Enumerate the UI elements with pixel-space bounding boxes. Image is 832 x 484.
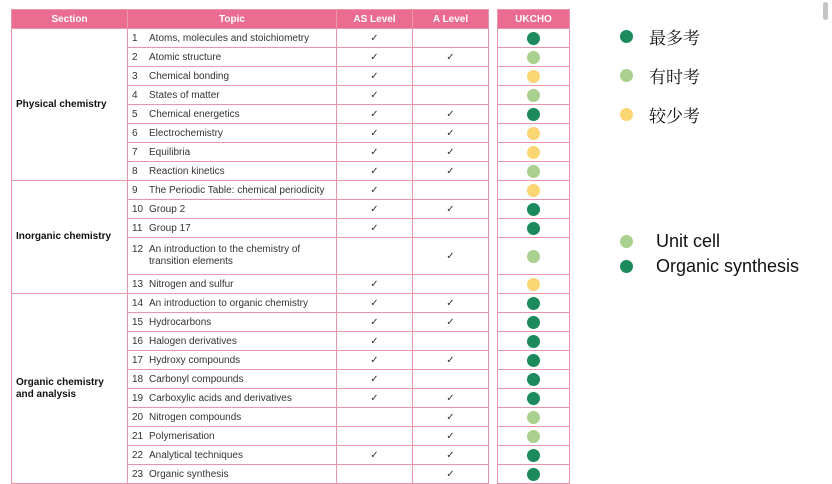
header-section: Section [12, 10, 128, 29]
topic-name: Group 17 [149, 222, 191, 234]
topic-number: 23 [132, 468, 144, 480]
check-icon: ✓ [446, 468, 455, 480]
topic-number: 22 [132, 449, 144, 461]
gap-cell [489, 219, 498, 238]
check-icon: ✓ [370, 32, 379, 44]
table-row [12, 29, 570, 48]
topic-name: Halogen derivatives [149, 335, 237, 347]
topic-cell [128, 29, 337, 48]
a-level-cell [413, 408, 489, 427]
as-level-cell [337, 48, 413, 67]
ukcho-frequency-dot [527, 127, 540, 140]
as-level-cell [337, 351, 413, 370]
topic-number: 8 [132, 165, 138, 177]
check-icon: ✓ [370, 449, 379, 461]
frequency-legend [620, 24, 700, 127]
gap-cell [489, 465, 498, 484]
topic-cell [128, 67, 337, 86]
legend-item-less [620, 102, 700, 127]
ukcho-frequency-dot [527, 146, 540, 159]
as-level-cell [337, 389, 413, 408]
topic-number: 11 [132, 222, 143, 234]
ukcho-cell [498, 162, 570, 181]
a-level-cell [413, 162, 489, 181]
topic-cell [128, 219, 337, 238]
as-level-cell [337, 124, 413, 143]
topic-name: An introduction to the chemistry of transition elements [149, 244, 301, 267]
section-cell: Inorganic chemistry [12, 181, 128, 294]
a-level-cell [413, 105, 489, 124]
ukcho-cell [498, 427, 570, 446]
ukcho-cell [498, 351, 570, 370]
legend-label: 最多考 [649, 29, 700, 48]
ukcho-cell [498, 275, 570, 294]
legend-yellow-dot [620, 108, 633, 121]
topic-number: 20 [132, 411, 144, 423]
as-level-cell [337, 86, 413, 105]
ukcho-frequency-dot [527, 165, 540, 178]
ukcho-cell [498, 332, 570, 351]
a-level-cell [413, 124, 489, 143]
ukcho-cell [498, 219, 570, 238]
gap-cell [489, 67, 498, 86]
topic-cell [128, 332, 337, 351]
legend-light-green-dot [620, 235, 633, 248]
as-level-cell [337, 105, 413, 124]
topic-number: 21 [132, 430, 144, 442]
as-level-cell [337, 275, 413, 294]
table-row [12, 181, 570, 200]
gap-cell [489, 408, 498, 427]
topic-number: 7 [132, 146, 138, 158]
ukcho-frequency-dot [527, 51, 540, 64]
header-gap [489, 10, 498, 29]
a-level-cell [413, 275, 489, 294]
topic-cell [128, 143, 337, 162]
check-icon: ✓ [370, 165, 379, 177]
gap-cell [489, 86, 498, 105]
topic-number: 9 [132, 184, 138, 196]
ukcho-cell [498, 29, 570, 48]
check-icon: ✓ [446, 203, 455, 215]
a-level-cell [413, 181, 489, 200]
topic-name: Polymerisation [149, 430, 215, 442]
a-level-cell [413, 465, 489, 484]
ukcho-frequency-dot [527, 250, 540, 263]
check-icon: ✓ [370, 146, 379, 158]
ukcho-frequency-dot [527, 392, 540, 405]
gap-cell [489, 200, 498, 219]
header-a-level: A Level [413, 10, 489, 29]
ukcho-cell [498, 200, 570, 219]
ukcho-frequency-dot [527, 430, 540, 443]
ukcho-cell [498, 124, 570, 143]
as-level-cell [337, 29, 413, 48]
topic-name: Equilibria [149, 146, 191, 158]
gap-cell [489, 143, 498, 162]
check-icon: ✓ [370, 203, 379, 215]
ukcho-frequency-dot [527, 203, 540, 216]
as-level-cell [337, 446, 413, 465]
gap-cell [489, 351, 498, 370]
as-level-cell [337, 162, 413, 181]
ukcho-frequency-dot [527, 411, 540, 424]
a-level-cell [413, 238, 489, 275]
topic-cell [128, 294, 337, 313]
check-icon: ✓ [370, 278, 379, 290]
topic-cell [128, 200, 337, 219]
ukcho-cell [498, 67, 570, 86]
gap-cell [489, 238, 498, 275]
ukcho-cell [498, 181, 570, 200]
check-icon: ✓ [446, 354, 455, 366]
legend-light-green-dot [620, 69, 633, 82]
topic-number: 6 [132, 127, 138, 139]
topic-cell [128, 351, 337, 370]
topic-cell [128, 370, 337, 389]
ukcho-frequency-dot [527, 297, 540, 310]
a-level-cell [413, 332, 489, 351]
check-icon: ✓ [446, 297, 455, 309]
header-as-level: AS Level [337, 10, 413, 29]
check-icon: ✓ [370, 392, 379, 404]
check-icon: ✓ [370, 70, 379, 82]
gap-cell [489, 313, 498, 332]
topic-number: 19 [132, 392, 144, 404]
gap-cell [489, 162, 498, 181]
scrollbar-thumb[interactable] [823, 2, 828, 20]
check-icon: ✓ [370, 127, 379, 139]
as-level-cell [337, 143, 413, 162]
check-icon: ✓ [446, 449, 455, 461]
topic-number: 1 [132, 32, 138, 44]
as-level-cell [337, 313, 413, 332]
a-level-cell [413, 370, 489, 389]
a-level-cell [413, 29, 489, 48]
syllabus-table [11, 9, 570, 484]
ukcho-frequency-dot [527, 70, 540, 83]
legend-item-unit-cell [620, 231, 799, 252]
check-icon: ✓ [370, 51, 379, 63]
as-level-cell [337, 238, 413, 275]
topic-cell [128, 238, 337, 275]
check-icon: ✓ [446, 51, 455, 63]
gap-cell [489, 105, 498, 124]
topic-name: Group 2 [149, 203, 186, 215]
legend-item-most [620, 24, 700, 49]
a-level-cell [413, 67, 489, 86]
ukcho-cell [498, 446, 570, 465]
topic-cell [128, 389, 337, 408]
ukcho-frequency-dot [527, 184, 540, 197]
check-icon: ✓ [446, 411, 455, 423]
gap-cell [489, 332, 498, 351]
legend-label: 有时考 [649, 68, 700, 87]
topic-name: An introduction to organic chemistry [149, 297, 308, 309]
check-icon: ✓ [370, 184, 379, 196]
topic-number: 12 [132, 244, 144, 255]
ukcho-frequency-dot [527, 316, 540, 329]
ukcho-cell [498, 48, 570, 67]
topic-name: Chemical bonding [149, 70, 230, 82]
topic-name: Reaction kinetics [149, 165, 225, 177]
topic-cell [128, 446, 337, 465]
gap-cell [489, 446, 498, 465]
check-icon: ✓ [370, 222, 379, 234]
topic-cell [128, 313, 337, 332]
topic-number: 3 [132, 70, 138, 82]
as-level-cell [337, 181, 413, 200]
check-icon: ✓ [446, 250, 455, 262]
ukcho-frequency-dot [527, 222, 540, 235]
gap-cell [489, 124, 498, 143]
section-cell: Physical chemistry [12, 29, 128, 181]
table-row [12, 294, 570, 313]
check-icon: ✓ [446, 430, 455, 442]
a-level-cell [413, 219, 489, 238]
ukcho-cell [498, 408, 570, 427]
a-level-cell [413, 294, 489, 313]
ukcho-cell [498, 143, 570, 162]
ukcho-frequency-dot [527, 89, 540, 102]
ukcho-frequency-dot [527, 468, 540, 481]
a-level-cell [413, 427, 489, 446]
legend-label: Organic synthesis [656, 256, 800, 276]
header-ukcho: UKCHO [498, 10, 570, 29]
ukcho-cell [498, 389, 570, 408]
topic-name: Nitrogen compounds [149, 411, 242, 423]
a-level-cell [413, 446, 489, 465]
topic-name: Chemical energetics [149, 108, 240, 120]
topic-cell [128, 124, 337, 143]
topic-cell [128, 181, 337, 200]
check-icon: ✓ [446, 127, 455, 139]
topic-name: Organic synthesis [149, 468, 229, 480]
topic-name: Nitrogen and sulfur [149, 278, 234, 290]
legend-item-sometimes [620, 63, 700, 88]
legend-label: Unit cell [656, 231, 721, 251]
topic-number: 4 [132, 89, 138, 101]
as-level-cell [337, 370, 413, 389]
as-level-cell [337, 67, 413, 86]
topic-name: Hydrocarbons [149, 316, 212, 328]
a-level-cell [413, 200, 489, 219]
legend-dark-green-dot [620, 30, 633, 43]
ukcho-cell [498, 105, 570, 124]
topic-number: 14 [132, 297, 144, 309]
a-level-cell [413, 86, 489, 105]
check-icon: ✓ [370, 354, 379, 366]
as-level-cell [337, 465, 413, 484]
topic-name: Carboxylic acids and derivatives [149, 392, 292, 404]
ukcho-frequency-dot [527, 373, 540, 386]
gap-cell [489, 370, 498, 389]
as-level-cell [337, 219, 413, 238]
as-level-cell [337, 408, 413, 427]
ukcho-cell [498, 86, 570, 105]
check-icon: ✓ [446, 165, 455, 177]
ukcho-cell [498, 313, 570, 332]
section-cell: Organic chemistry and analysis [12, 294, 128, 484]
gap-cell [489, 181, 498, 200]
ukcho-cell [498, 238, 570, 275]
gap-cell [489, 48, 498, 67]
a-level-cell [413, 48, 489, 67]
check-icon: ✓ [370, 316, 379, 328]
as-level-cell [337, 294, 413, 313]
topic-cell [128, 465, 337, 484]
topic-name: Atoms, molecules and stoichiometry [149, 32, 310, 44]
a-level-cell [413, 389, 489, 408]
check-icon: ✓ [446, 146, 455, 158]
legend-dark-green-dot [620, 260, 633, 273]
as-level-cell [337, 332, 413, 351]
a-level-cell [413, 143, 489, 162]
gap-cell [489, 275, 498, 294]
topic-cell [128, 162, 337, 181]
topic-cell [128, 275, 337, 294]
topic-name: Hydroxy compounds [149, 354, 241, 366]
check-icon: ✓ [446, 108, 455, 120]
check-icon: ✓ [370, 297, 379, 309]
gap-cell [489, 427, 498, 446]
as-level-cell [337, 200, 413, 219]
gap-cell [489, 29, 498, 48]
topic-cell [128, 48, 337, 67]
topic-legend [620, 231, 799, 277]
topic-name: Atomic structure [149, 51, 222, 63]
topic-name: Carbonyl compounds [149, 373, 244, 385]
topic-name: Analytical techniques [149, 449, 243, 461]
legend-item-organic-synthesis [620, 256, 799, 277]
topic-name: Electrochemistry [149, 127, 223, 139]
topic-number: 13 [132, 278, 144, 290]
gap-cell [489, 294, 498, 313]
a-level-cell [413, 351, 489, 370]
topic-number: 2 [132, 51, 138, 63]
check-icon: ✓ [446, 392, 455, 404]
ukcho-cell [498, 465, 570, 484]
topic-number: 16 [132, 335, 144, 347]
ukcho-frequency-dot [527, 278, 540, 291]
check-icon: ✓ [370, 335, 379, 347]
topic-number: 5 [132, 108, 138, 120]
topic-cell [128, 427, 337, 446]
a-level-cell [413, 313, 489, 332]
ukcho-frequency-dot [527, 335, 540, 348]
table-header-row [12, 10, 570, 29]
topic-cell [128, 408, 337, 427]
topic-cell [128, 86, 337, 105]
topic-cell [128, 105, 337, 124]
ukcho-cell [498, 294, 570, 313]
topic-number: 17 [132, 354, 144, 366]
topic-name: The Periodic Table: chemical periodicity [149, 184, 325, 196]
ukcho-frequency-dot [527, 108, 540, 121]
topic-number: 15 [132, 316, 144, 328]
ukcho-frequency-dot [527, 449, 540, 462]
legend-label: 较少考 [649, 107, 700, 126]
check-icon: ✓ [370, 108, 379, 120]
check-icon: ✓ [370, 89, 379, 101]
check-icon: ✓ [370, 373, 379, 385]
gap-cell [489, 389, 498, 408]
ukcho-frequency-dot [527, 354, 540, 367]
header-topic: Topic [128, 10, 337, 29]
as-level-cell [337, 427, 413, 446]
topic-number: 18 [132, 373, 144, 385]
topic-name: States of matter [149, 89, 220, 101]
ukcho-frequency-dot [527, 32, 540, 45]
topic-number: 10 [132, 203, 144, 215]
ukcho-cell [498, 370, 570, 389]
check-icon: ✓ [446, 316, 455, 328]
